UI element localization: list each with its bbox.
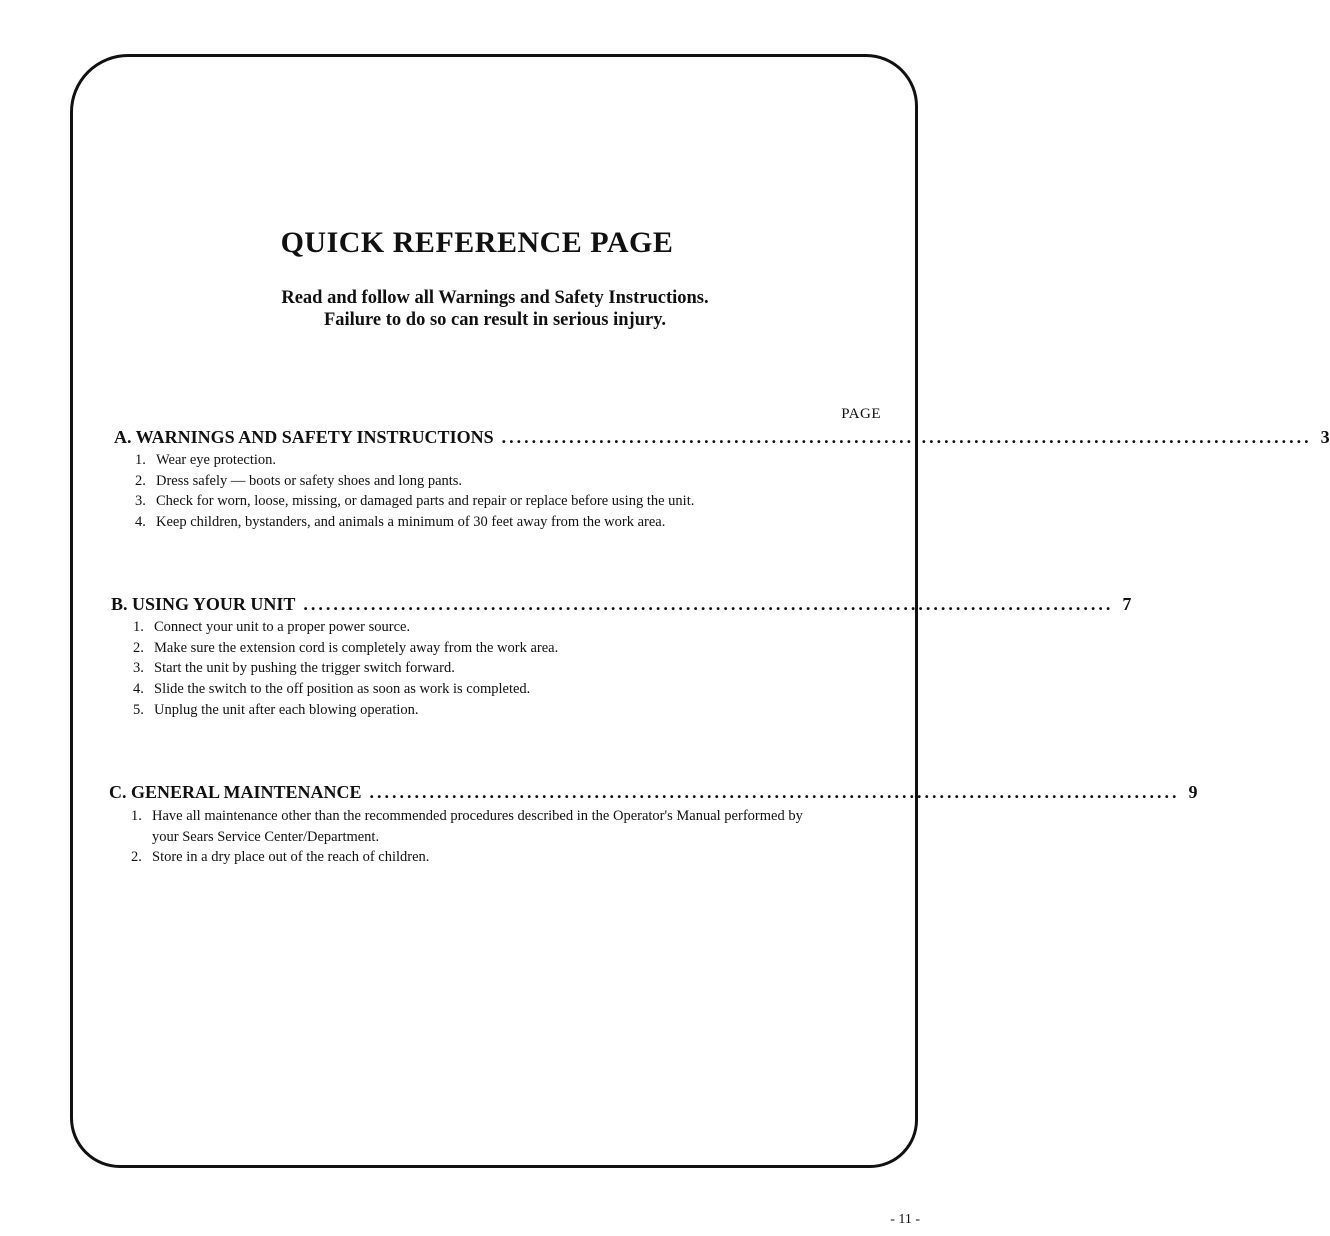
list-item: 1. Wear eye protection. (135, 452, 277, 468)
list-item: 1. Connect your unit to a proper power source. (133, 619, 411, 635)
list-item: 3. Check for worn, loose, missing, or damaged parts and repair or replace before using the unit. (135, 493, 695, 510)
list-item: 4. Keep children, bystanders, and animals a minimum of 30 feet away from the work area. (135, 514, 666, 531)
leader-dots: ............................................................................................................ (501, 427, 1312, 447)
warning-line-1: Read and follow all Warnings and Safety Instructions. (281, 288, 709, 308)
section-c-list (131, 806, 821, 868)
list-item: 4. Slide the switch to the off position as soon as work is completed. (133, 681, 531, 698)
section-c-heading (109, 782, 1198, 803)
list-item: 1. Have all maintenance other than the recommended procedures described in the Operator's Manual performed by your Sears Service Center/Department. (131, 808, 803, 845)
list-item: 2. Store in a dry place out of the reach of children. (131, 849, 430, 866)
section-b-list (133, 617, 853, 721)
warning-line-2: Failure to do so can result in serious injury. (323, 310, 667, 330)
page-number: - 11 - (890, 1212, 920, 1227)
list-item: 5. Unplug the unit after each blowing operation. (133, 701, 419, 718)
section-c-title: C. GENERAL MAINTENANCE (109, 782, 362, 802)
list-item: 2. Dress safely — boots or safety shoes and long pants. (135, 472, 463, 489)
section-a-heading (114, 427, 1330, 448)
page-title: QUICK REFERENCE PAGE (280, 226, 674, 259)
section-a-list (135, 450, 855, 533)
section-a-page-number: 3 (1320, 427, 1330, 447)
leader-dots: ............................................................................................................ (369, 782, 1180, 802)
page-column-label: PAGE (841, 406, 881, 422)
section-a-title: A. WARNINGS AND SAFETY INSTRUCTIONS (114, 427, 494, 447)
section-b-page-number: 7 (1122, 594, 1132, 614)
list-item: 3. Start the unit by pushing the trigger switch forward. (133, 660, 455, 677)
section-b-title: B. USING YOUR UNIT (111, 594, 296, 614)
section-c-page-number: 9 (1188, 782, 1198, 802)
list-item: 2. Make sure the extension cord is completely away from the work area. (133, 639, 559, 656)
section-b-heading (111, 594, 1132, 615)
leader-dots: ............................................................................................................ (303, 594, 1114, 614)
